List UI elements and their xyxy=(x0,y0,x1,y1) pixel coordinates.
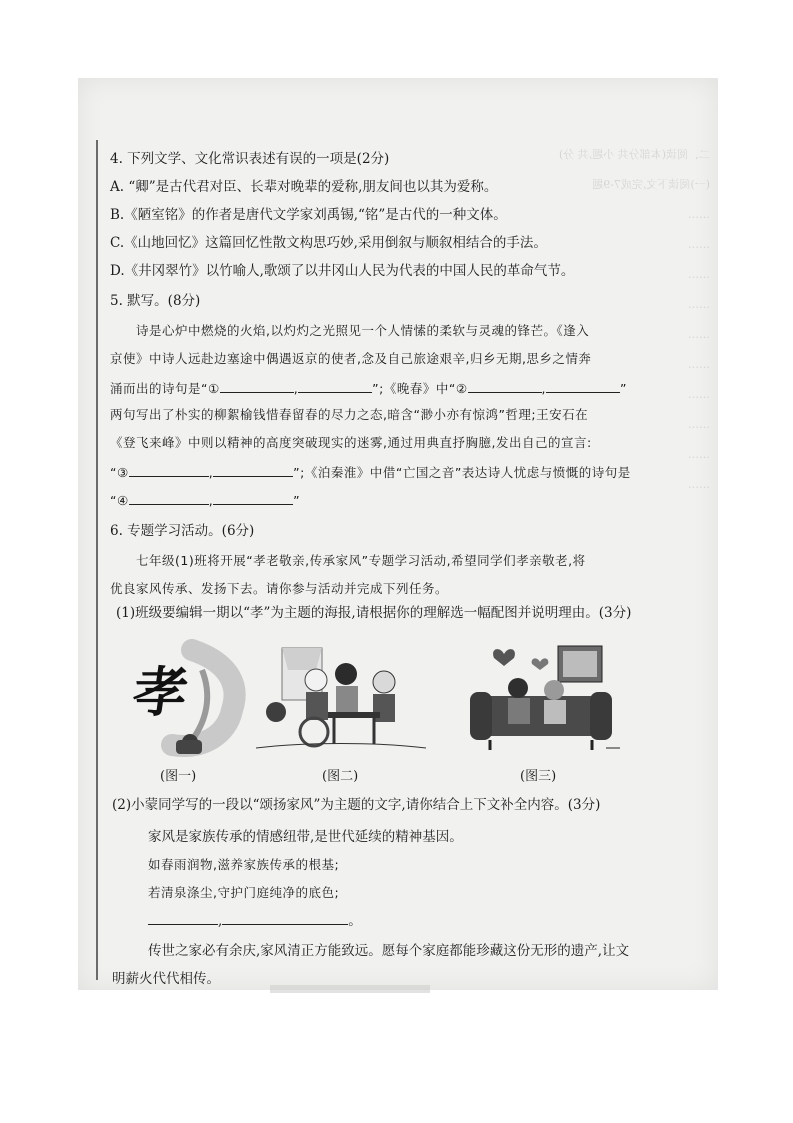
q5-stem: 5. 默写。(8分) xyxy=(110,293,201,309)
caption-figure-2: (图二) xyxy=(322,769,359,784)
poster-character: 孝 xyxy=(129,660,193,724)
q5-line3-part-a: 涌而出的诗句是“① xyxy=(110,381,220,396)
q5-line-7 xyxy=(110,490,300,510)
answer-blank-1b[interactable] xyxy=(298,378,372,393)
family-table-illustration xyxy=(256,640,426,756)
q5-line-3 xyxy=(110,378,627,398)
answer-blank-4a[interactable] xyxy=(129,490,209,505)
comma: , xyxy=(541,381,547,396)
couple-sofa-illustration xyxy=(470,636,620,756)
q5-line3-part-c: ” xyxy=(620,381,628,396)
q5-line7-part-a: “④ xyxy=(110,493,129,508)
comma: , xyxy=(218,913,223,929)
answer-blank-2b[interactable] xyxy=(546,378,620,393)
comma: , xyxy=(208,465,214,480)
passage-line-2: 如春雨润物,滋养家族传承的根基; xyxy=(148,857,340,872)
q4-stem: 4. 下列文学、文化常识表述有误的一项是(2分) xyxy=(110,151,390,167)
answer-blank-4b[interactable] xyxy=(213,490,293,505)
passage-line-4 xyxy=(148,910,362,930)
q5-line7-part-b: ” xyxy=(293,493,301,508)
q6-task-2: (2)小蒙同学写的一段以“颂扬家风”为主题的文字,请你结合上下文补全内容。(3分) xyxy=(112,797,601,813)
comma: , xyxy=(293,381,299,396)
poster-image-2 xyxy=(256,640,426,756)
q4-option-c: C.《山地回忆》这篇回忆性散文构思巧妙,采用倒叙与顺叙相结合的手法。 xyxy=(110,235,547,251)
answer-blank-3a[interactable] xyxy=(129,462,209,477)
caption-figure-3: (图三) xyxy=(520,769,557,784)
q6-intro-1: 七年级(1)班将开展“孝老敬亲,传承家风”专题学习活动,希望同学们孝亲敬老,将 xyxy=(136,553,586,568)
passage-line-3: 若清泉涤尘,守护门庭纯净的底色; xyxy=(148,885,340,900)
page-footer-smudge xyxy=(270,985,430,993)
answer-blank-5b[interactable] xyxy=(222,910,348,925)
passage-end-period: 。 xyxy=(348,913,362,929)
q4-option-b: B.《陋室铭》的作者是唐代文学家刘禹锡,“铭”是古代的一种文体。 xyxy=(110,207,507,223)
passage-line-1: 家风是家族传承的情感纽带,是世代延续的精神基因。 xyxy=(148,829,463,845)
q5-line6-part-a: “③ xyxy=(110,465,129,480)
show-through-decoration: 二、阅读(本部分共 小题,共 分) (一)阅读下文,完成7-9题 …… …… …… …… …… …… …… …… …… …… xyxy=(558,148,710,491)
answer-blank-2a[interactable] xyxy=(468,378,542,393)
closing-line-2: 明薪火代代相传。 xyxy=(112,971,220,987)
q5-line-2: 京使》中诗人远赴边塞途中偶遇返京的使者,念及自己旅途艰辛,归乡无期,思乡之情奔 xyxy=(110,351,592,366)
answer-blank-1a[interactable] xyxy=(220,378,294,393)
q5-line-1: 诗是心炉中燃烧的火焰,以灼灼之光照见一个人情愫的柔软与灵魂的锋芒。《逢入 xyxy=(136,323,590,338)
q4-option-d: D.《井冈翠竹》以竹喻人,歌颂了以井冈山人民为代表的中国人民的革命气节。 xyxy=(110,263,575,279)
poster-image-3 xyxy=(470,636,620,756)
q6-intro-2: 优良家风传承、发扬下去。请你参与活动并完成下列任务。 xyxy=(110,581,449,596)
poster-image-1 xyxy=(129,640,252,760)
q5-line-4: 两句写出了朴实的柳絮榆钱惜春留春的尽力之态,暗含“渺小亦有惊鸿”哲理;王安石在 xyxy=(110,407,589,422)
closing-line-1: 传世之家必有余庆,家风清正方能致远。愿每个家庭都能珍藏这份无形的遗产,让文 xyxy=(148,943,630,959)
q5-line3-part-b: ”;《晚春》中“② xyxy=(372,381,468,396)
q4-option-a: A. “卿”是古代君对臣、长辈对晚辈的爱称,朋友间也以其为爱称。 xyxy=(110,179,498,195)
q5-line6-part-b: ”;《泊秦淮》中借“亡国之音”表达诗人忧虑与愤慨的诗句是 xyxy=(293,465,631,480)
comma: , xyxy=(208,493,214,508)
q6-stem: 6. 专题学习活动。(6分) xyxy=(110,523,255,539)
q6-task-1: (1)班级要编辑一期以“孝”为主题的海报,请根据你的理解选一幅配图并说明理由。(3分) xyxy=(116,605,632,621)
answer-blank-3b[interactable] xyxy=(213,462,293,477)
answer-blank-5a[interactable] xyxy=(148,910,218,925)
q5-line-5: 《登飞来峰》中则以精神的高度突破现实的迷雾,通过用典直抒胸臆,发出自己的宣言: xyxy=(110,435,592,450)
caption-figure-1: (图一) xyxy=(160,769,197,784)
margin-rule xyxy=(96,140,98,980)
q5-line-6 xyxy=(110,462,631,482)
